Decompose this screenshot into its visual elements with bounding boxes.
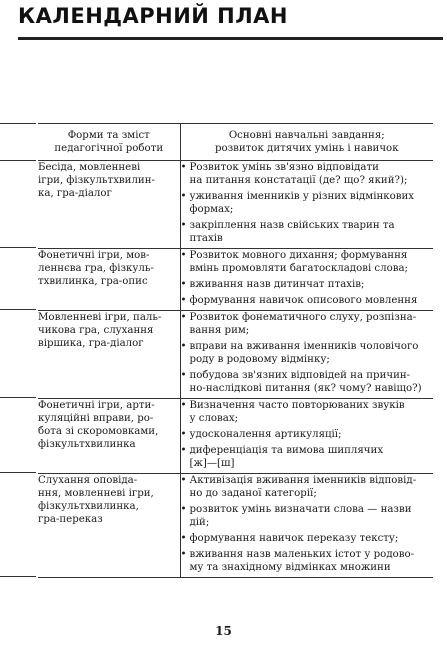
task-text: уживання іменників у різних відмінкових формах; [189, 191, 415, 215]
task-item [181, 503, 434, 529]
forms-text: Слухання оповіда- ння, мовленневі ігри, фізкультхвилинка, гра-переказ [38, 475, 154, 525]
forms-cell [38, 311, 180, 399]
table-row [38, 474, 433, 578]
task-item [181, 340, 434, 366]
margin-rule [0, 247, 36, 248]
bullet-icon: • [180, 250, 187, 261]
bullet-icon: • [180, 162, 187, 173]
forms-cell [38, 399, 180, 474]
bullet-icon: • [180, 279, 187, 290]
calendar-plan-table [38, 123, 433, 578]
bullet-icon: • [180, 400, 187, 411]
task-text: формування навичок описового мовлення [189, 295, 418, 306]
task-text: Визначення часто повторюваних звуків у словах; [189, 400, 405, 424]
bullet-icon: • [180, 504, 187, 515]
tasks-cell [180, 399, 433, 474]
task-text: Розвиток мовного дихання; формування вмінь промовляти багатоскладові слова; [189, 250, 408, 274]
task-text: Розвиток умінь зв'язно відповідати на питання констатації (де? що? який?); [189, 162, 408, 186]
tasks-cell [180, 311, 433, 399]
tasks-cell [180, 474, 433, 578]
table-row [38, 249, 433, 311]
task-item [181, 399, 434, 425]
bullet-icon: • [180, 341, 187, 352]
header-forms: Форми та зміст педагогічної роботи [38, 124, 180, 161]
table-row [38, 311, 433, 399]
bullet-icon: • [180, 220, 187, 231]
forms-text: Мовленневі ігри, паль- чикова гра, слухання віршика, гра-діалог [38, 312, 162, 349]
task-item [181, 532, 434, 545]
forms-cell [38, 249, 180, 311]
bullet-icon: • [180, 533, 187, 544]
task-item [181, 369, 434, 395]
task-item [181, 278, 434, 291]
title-underline [18, 37, 443, 40]
task-text: вправи на вживання іменників чоловічого роду в родовому відмінку; [189, 341, 419, 365]
bullet-icon: • [180, 549, 187, 560]
bullet-icon: • [180, 445, 187, 456]
margin-rule [0, 309, 36, 310]
task-item [181, 249, 434, 275]
table-header-row [38, 124, 433, 161]
task-text: побудова зв'язних відповідей на причин- но-наслідкові питання (як? чому? навіщо?) [189, 370, 422, 394]
bullet-icon: • [180, 312, 187, 323]
table-row [38, 161, 433, 249]
task-item [181, 474, 434, 500]
forms-cell [38, 474, 180, 578]
task-item [181, 161, 434, 187]
page-title: КАЛЕНДАРНИЙ ПЛАН [18, 4, 289, 28]
task-item [181, 294, 434, 307]
forms-text: Фонетичні ігри, мов- леннєва гра, фізкуль- тхвилинка, гра-опис [38, 250, 154, 287]
forms-text: Бесіда, мовленневі ігри, фізкультхвилин- ка, гра-діалог [38, 162, 155, 199]
table-row [38, 399, 433, 474]
bullet-icon: • [180, 429, 187, 440]
task-text: Розвиток фонематичного слуху, розпізна- вання рим; [189, 312, 417, 336]
task-item [181, 548, 434, 574]
task-item [181, 311, 434, 337]
page-number: 15 [215, 624, 232, 638]
margin-rule [0, 472, 36, 473]
bullet-icon: • [180, 475, 187, 486]
bullet-icon: • [180, 370, 187, 381]
task-text: диференціація та вимова шиплячих [ж]—[ш] [189, 445, 384, 469]
tasks-cell [180, 249, 433, 311]
bullet-icon: • [180, 191, 187, 202]
task-text: закріплення назв свійських тварин та птахів [189, 220, 395, 244]
forms-cell [38, 161, 180, 249]
margin-rule [0, 576, 36, 577]
task-text: вживання назв дитинчат птахів; [189, 279, 365, 290]
margin-rule [0, 397, 36, 398]
task-text: удосконалення артикуляції; [189, 429, 342, 440]
task-item [181, 428, 434, 441]
task-item [181, 444, 434, 470]
bullet-icon: • [180, 295, 187, 306]
tasks-cell [180, 161, 433, 249]
task-item [181, 190, 434, 216]
margin-rule [0, 160, 36, 161]
task-text: вживання назв маленьких істот у родово- му та знахідному відмінках множини [189, 549, 415, 573]
task-text: Активізація вживання іменників відповід- но до заданої категорії; [189, 475, 417, 499]
task-text: розвиток умінь визначати слова — назви дій; [189, 504, 412, 528]
task-item [181, 219, 434, 245]
margin-rule [0, 123, 36, 124]
header-tasks: Основні навчальні завдання; розвиток дитячих умінь і навичок [180, 124, 433, 161]
forms-text: Фонетичні ігри, арти- куляційні вправи, ро- бота зі скоромовками, фізкультхвилинка [38, 400, 159, 450]
task-text: формування навичок переказу тексту; [189, 533, 399, 544]
